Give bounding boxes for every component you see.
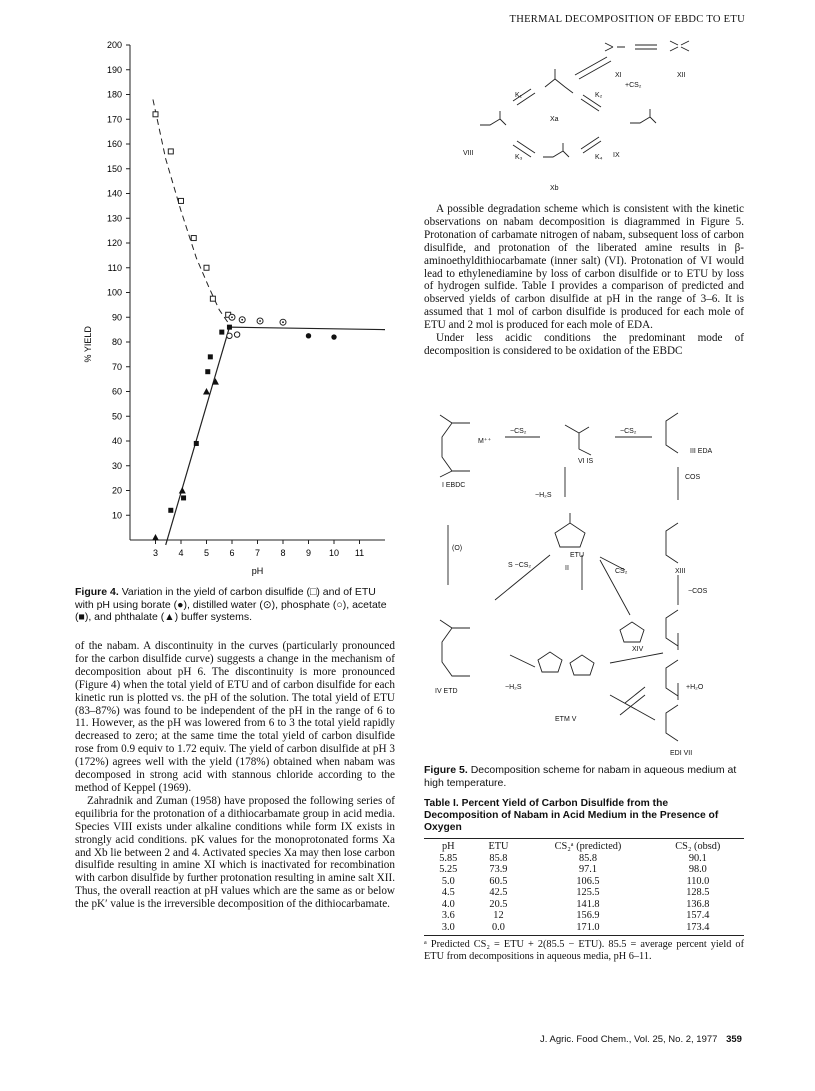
table-cell: 73.9 <box>489 864 508 875</box>
label-cos: COS <box>685 474 701 481</box>
label-plus-h2o: +H₂O <box>686 684 704 691</box>
y-tick-label: 30 <box>111 460 122 471</box>
figure-4-text: Variation in the yield of carbon disulfide (□) and of ETU with pH using borate (●), distilled water (⊙), phosphate (○), acetate (■), and phthalate (▲) buffer systems. <box>75 586 387 623</box>
phthalate-point <box>203 388 210 395</box>
phthalate-point <box>152 534 159 541</box>
y-tick-label: 90 <box>111 312 122 323</box>
y-tick-label: 10 <box>111 510 122 521</box>
y-tick-label: 110 <box>107 262 122 273</box>
table-header-row <box>424 841 744 853</box>
table-header-etu: ETU <box>488 841 509 852</box>
table-1 <box>424 798 744 962</box>
label-s-minus-cs2: S −CS₂ <box>508 562 532 569</box>
footer <box>540 1034 742 1045</box>
table-cell: 5.25 <box>439 864 458 875</box>
table-cell: 157.4 <box>686 910 710 921</box>
table-header-ph: pH <box>441 841 455 852</box>
cs2-point <box>179 198 184 203</box>
y-tick-label: 60 <box>111 386 122 397</box>
x-axis-label: pH <box>251 566 264 576</box>
y-tick-label: 70 <box>111 361 122 372</box>
label-edi: EDI VII <box>670 750 693 757</box>
table-row <box>424 864 744 876</box>
table-cell: 128.5 <box>686 887 710 898</box>
table-row <box>424 853 744 865</box>
left-paragraph-1: of the nabam. A discontinuity in the curves (particularly pronounced for the carbon disulfide curve) suggests a change in the mechanism of decomposition about pH 6. The discontinuity is more pronounced (Figure 4) when the total yield of ETU and of carbon disulfide for each kinetic run is plotted vs. the pH of the solution. The total yield of ETU (83–87%) was found to be independent of the pH in the range of 6 to 11. However, as the pH was lowered from 6 to 3 the total yield rapidly decreased to zero; at the same time the total yield of carbon disulfide rose from 0.9 equiv to 1.72 equiv. The yield of carbon disulfide at pH 3 (172%) agrees well with the yield (178%) obtained when nabam was decomposed in strong acid with stannous chloride according to the method of Keppel (1969). <box>75 640 395 794</box>
label-xb: Xb <box>550 185 559 192</box>
x-tick-label: 4 <box>178 548 184 558</box>
borate-point <box>331 334 336 339</box>
right-column <box>424 203 744 358</box>
y-tick-label: 180 <box>106 89 122 100</box>
table-cell: 4.0 <box>441 898 455 910</box>
journal-citation: J. Agric. Food Chem., Vol. 25, No. 2, 1977 <box>540 1034 718 1045</box>
water-point-dot <box>241 319 243 321</box>
cs2-point <box>168 149 173 154</box>
label-m: M⁺⁺ <box>478 438 492 445</box>
label-cs2: CS₂ <box>615 568 628 575</box>
table-cell: 106.5 <box>576 875 600 887</box>
figure-5-text: Decomposition scheme for nabam in aqueous medium at high temperature. <box>424 764 737 789</box>
table-cell: 156.9 <box>576 910 600 921</box>
acetate-point <box>205 369 210 374</box>
table-cell: 141.8 <box>576 898 600 910</box>
x-tick-label: 5 <box>203 548 210 558</box>
label-xa: Xa <box>550 116 559 123</box>
phthalate-point <box>179 487 186 494</box>
acetate-point <box>227 325 232 330</box>
label-plus-cs2: +CS₂ <box>625 82 642 89</box>
acetate-point <box>168 508 173 513</box>
table-cell: 97.1 <box>578 864 598 875</box>
y-tick-label: 80 <box>111 337 122 347</box>
table-cell: 98.0 <box>688 864 707 875</box>
table-row <box>424 887 744 899</box>
y-tick-label: 190 <box>106 64 122 75</box>
water-point-dot <box>259 320 261 322</box>
label-xi: XI <box>615 72 622 79</box>
label-k1: K₁ <box>515 92 523 99</box>
y-tick-label: 120 <box>106 238 122 248</box>
table-cell: 5.85 <box>439 852 458 864</box>
cs2-point <box>204 265 209 270</box>
right-paragraph-1: A possible degradation scheme which is consistent with the kinetic observations on nabam decomposition is diagrammed in Figure 5. Protonation of carbamate nitrogen of nabam, subsequent loss of carbon disulfide, and protonation of the liberated amine results in β-aminoethyldithiocarbamate (inner salt) (VI). Protonation of VI would lead to ethylenediamine by loss of carbon disulfide or to ETU by loss of hydrogen sulfide. Table I provides a comparison of predicted and observed yields of carbon disulfide at pH in the range of 3–6. It is assumed that 1 mol of carbon disulfide is produced for each mole of ETU and 2 mol is produced for each mole of EDA. <box>424 203 744 332</box>
label-ii: II <box>565 565 569 572</box>
label-xii: XII <box>677 72 686 79</box>
table-cell: 12 <box>493 910 504 921</box>
label-etu: ETU <box>570 552 584 559</box>
x-tick-label: 9 <box>305 548 312 558</box>
cs2-point <box>153 112 158 117</box>
table-header-cs2-obsd: CS₂ (obsd) <box>675 841 721 852</box>
y-tick-label: 160 <box>106 139 122 149</box>
phosphate-point <box>234 332 239 337</box>
y-tick-label: 140 <box>106 188 122 199</box>
label-minus-h2s-2: −H₂S <box>505 684 522 691</box>
label-minus-cs2-1: −CS₂ <box>510 428 527 435</box>
table-cell: 20.5 <box>489 898 508 910</box>
x-tick-label: 11 <box>354 548 365 558</box>
table-cell: 5.0 <box>441 875 455 887</box>
water-point-dot <box>282 321 284 323</box>
table-cell: 4.5 <box>441 887 455 898</box>
table-cell: 3.0 <box>441 921 455 933</box>
table-cell: 171.0 <box>576 921 600 933</box>
table-1-footnote: ᵃ Predicted CS₂ = ETU + 2(85.5 − ETU). 85.5 = average percent yield of ETU from decompositions in aqueous media, pH 6–11. <box>424 939 744 962</box>
table-row <box>424 922 744 934</box>
x-tick-label: 6 <box>229 548 235 558</box>
table-header-cs2-predicted: CS₂ᵃ (predicted) <box>554 841 622 852</box>
table-cell: 60.5 <box>489 875 508 887</box>
left-paragraph-2: Zahradnik and Zuman (1958) have proposed the following series of equilibria for the protonation of a dithiocarbamate group in acid media. Species VIII exists under alkaline conditions while form IX exists in strongly acid conditions. pK values for the monoprotonated forms Xa and Xb lie between 2 and 4. Activated species Xa may then lose carbon disulfide resulting in amine XI which is inactivated for recombination with carbon disulfide by further protonation resulting in amine salt XII. Thus, the overall reaction at pH values which are the same as or below the pK′ value is the irreversible decomposition of the dithiocarbamate. <box>75 794 395 911</box>
y-tick-label: 50 <box>111 411 122 422</box>
label-eda: III EDA <box>690 448 713 455</box>
x-tick-label: 8 <box>280 548 286 558</box>
x-tick-label: 7 <box>254 548 261 558</box>
y-tick-label: 150 <box>106 163 122 174</box>
plateau-line <box>229 327 385 329</box>
table-cell: 42.5 <box>489 887 508 898</box>
table-1-title: Table I. Percent Yield of Carbon Disulfide from the Decomposition of Nabam in Acid Medium in the Presence of Oxygen <box>424 798 719 833</box>
y-tick-label: 20 <box>111 485 122 496</box>
label-etd: IV ETD <box>435 688 458 695</box>
table-cell: 85.8 <box>489 852 508 864</box>
acetate-point <box>219 330 224 335</box>
page-number: 359 <box>726 1034 742 1045</box>
table-1-grid <box>424 841 744 933</box>
water-point-dot <box>231 316 233 318</box>
figure-5-scheme <box>420 405 750 760</box>
label-ix: IX <box>613 152 620 159</box>
table-cell: 85.8 <box>578 852 598 864</box>
table-cell: 0.0 <box>492 921 505 933</box>
y-axis-label: % YIELD <box>83 326 93 363</box>
acetate-point <box>194 441 199 446</box>
figure-4-chart <box>75 40 395 580</box>
table-cell: 125.5 <box>576 887 600 898</box>
y-tick-label: 200 <box>106 40 122 50</box>
table-cell: 3.6 <box>441 910 455 921</box>
label-o: (O) <box>452 545 463 552</box>
table-cell: 110.0 <box>686 875 710 887</box>
phosphate-point <box>227 333 232 338</box>
running-header: THERMAL DECOMPOSITION OF EBDC TO ETU <box>509 14 745 25</box>
cs2-fit-line <box>153 99 230 324</box>
label-k3: K₃ <box>515 154 523 161</box>
y-tick-label: 40 <box>111 436 122 446</box>
table-cell: 136.8 <box>686 898 710 910</box>
etu-fit-line <box>166 327 230 545</box>
table-row <box>424 899 744 911</box>
label-xiii: XIII <box>675 568 686 575</box>
label-ebdc: I EBDC <box>442 482 466 489</box>
label-k2: K₂ <box>595 92 603 99</box>
label-minus-h2s-1: −H₂S <box>535 492 552 499</box>
label-minus-cs2-2: −CS₂ <box>620 428 637 435</box>
acetate-point <box>181 495 186 500</box>
label-k4: K₄ <box>595 154 603 161</box>
label-minus-cos: −COS <box>688 588 708 595</box>
protonation-equilibria-scheme <box>455 35 735 195</box>
x-tick-label: 10 <box>328 548 340 558</box>
borate-point <box>306 333 311 338</box>
y-tick-label: 100 <box>106 287 122 298</box>
label-viii: VIII <box>463 150 474 157</box>
table-row <box>424 876 744 888</box>
acetate-point <box>208 354 213 359</box>
label-etm: ETM V <box>555 716 577 723</box>
figure-4-label: Figure 4. <box>75 586 119 598</box>
cs2-point <box>210 296 215 301</box>
figure-5-caption <box>424 764 744 789</box>
table-cell: 90.1 <box>688 852 707 864</box>
table-cell: 173.4 <box>686 921 710 933</box>
figure-4-caption <box>75 586 395 624</box>
label-xiv: XIV <box>632 646 644 653</box>
right-paragraph-2: Under less acidic conditions the predominant mode of decomposition is considered to be oxidation of the EBDC <box>424 332 744 357</box>
figure-5-label: Figure 5. <box>424 764 468 776</box>
label-vi: VI IS <box>578 458 594 465</box>
y-tick-label: 170 <box>106 114 122 125</box>
cs2-point <box>191 236 196 241</box>
y-tick-label: 130 <box>106 213 122 224</box>
left-column <box>75 640 395 911</box>
x-tick-label: 3 <box>152 548 159 558</box>
table-row <box>424 910 744 922</box>
